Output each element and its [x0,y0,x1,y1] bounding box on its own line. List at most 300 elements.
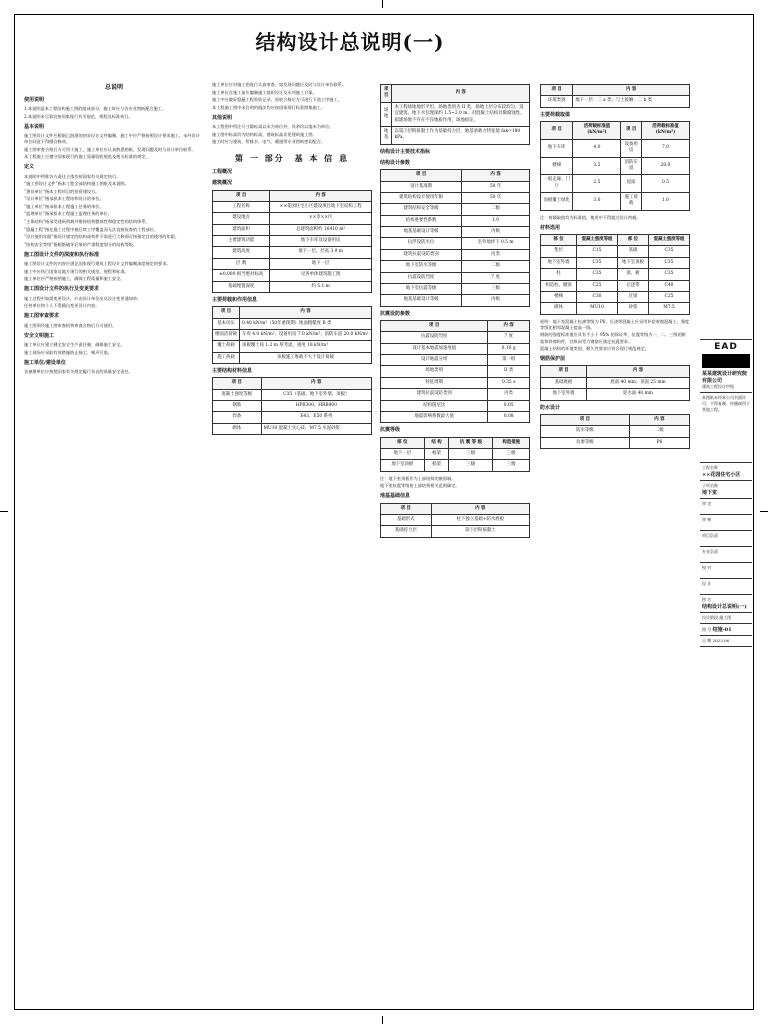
table-row [213,389,372,400]
table-cell: 施工荷载 [621,193,642,211]
table-row [541,377,690,388]
subproject-name: 地下室 [702,490,718,496]
table-header-row [541,366,690,377]
table-cell: 结构重要性系数 [381,215,462,226]
paragraph: 施工中应做好隐蔽工程验收记录，验收合格后方可进行下道工序施工。 [212,97,342,103]
table-cell: 建筑面积 [213,224,270,235]
table-cell: E43、E50 系列 [261,412,371,423]
table-header-cell: 内 容 [587,366,690,377]
table-row [381,377,530,388]
section-paragraph: 本说明中所称各方责任主体均按国家有关规定执行。 [24,173,121,179]
param-title: 结构设计主要技术指标 [380,148,431,155]
table-row [541,257,690,268]
table-cell: 0.10 g [488,343,530,354]
section-paragraph: 施工图审查合格后方可用于施工，施工单位应认真熟悉图纸，发现问题及时与设计单位联系。 [24,146,196,152]
table-cell: 层 数 [213,258,270,269]
table-header-row [213,307,372,318]
table-header-row [381,85,530,103]
number-label: 图 号 [702,627,712,632]
company-logo: EAD [714,342,738,352]
table-header-row [541,122,690,140]
table-cell: 抗渗等级 [541,437,630,448]
table-row [381,514,530,525]
table-cell: 环境类别 [541,96,573,107]
table-cell: 地下室抗震等级 [381,283,462,294]
table-row [381,192,530,203]
site-table [380,84,530,145]
basic-table [212,190,372,293]
section-paragraph: 1.本说明是本工程结构施工图的组成部分，施工时应与各专业图纸配合施工。 [24,105,167,111]
tb-note: 本图纸未经本公司书面许可，不得复制、传播或用于其他工程。 [700,393,752,463]
table-cell: ±0.000 相当绝对标高 [213,270,270,281]
table-header-row [541,235,690,246]
date-label: 日 期 [702,638,712,643]
table-row [381,126,530,144]
table-cell: 设计基准期 [381,181,462,192]
load-note: 注：荷载取值均为标准值，使用中不得超过设计荷载。 [540,214,641,220]
table-header-row [381,320,530,331]
table-cell: 覆土荷载 [213,341,240,352]
seismic-note [380,476,530,490]
env-table [540,84,690,108]
table-cell: 三级 [493,460,530,471]
table-header-cell: 结 构 [424,437,449,448]
table-header-row [381,437,530,448]
table-row [381,181,530,192]
table-cell: 消防车道 [621,157,642,175]
table-cell: 50 年 [462,181,530,192]
cover-table [540,365,690,400]
table-header-cell: 混凝土强度等级 [648,235,689,246]
table-header-row [541,414,690,425]
table-cell: 基础底板 [541,377,587,388]
table-cell: 抗浮设防水位 [381,238,462,249]
basic-table-title: 建筑概况 [212,180,233,187]
table-row [381,526,530,537]
table-cell: 柱 [541,269,577,280]
intro-text [212,82,372,111]
table-cell: 二级 [462,204,530,215]
table-cell: 底面 40 mm；顶面 25 mm [587,377,690,388]
table-cell: 地下车库 [541,139,573,157]
section-heading: 定义 [24,164,35,171]
section-paragraph: 施工现场应采取有效措施防止扬尘、噪声污染。 [24,349,112,355]
table-row [541,193,690,211]
table-cell: 0.5 [641,175,689,193]
table-cell: 工程名称 [213,201,270,212]
table-cell: 地下室顶板 [381,460,425,471]
material-notes [540,319,690,352]
section-paragraph: 施工单位应建立健全安全生产责任制，确保施工安全。 [24,342,125,347]
table-row [381,343,530,354]
table-cell: 丙级 [462,227,530,238]
table-cell: 基础埋置深度 [213,281,270,292]
table-header-cell: 部 位 [381,437,425,448]
table-header-row [381,170,530,181]
table-row [381,295,530,306]
table-header-cell: 内 容 [261,378,371,389]
table-cell: 三级 [449,460,493,471]
section-heading: 施工单位/建设单位 [24,359,66,366]
tb-blank [700,40,752,340]
tb-stage [700,613,752,624]
stage-label: 设计阶段 [702,615,718,620]
table-cell: 设计基本地震加速度值 [381,343,488,354]
material-info-table [212,377,372,435]
table-cell: MU10 混凝土实心砖，M7.5 水泥砂浆 [261,423,371,434]
table-header-row [381,503,530,514]
table-row [381,460,530,471]
table-cell: 地基基础设计等级 [381,295,462,306]
table-header-cell: 混凝土强度等级 [576,235,617,246]
table-cell: 构造柱、圈梁 [541,280,577,291]
table-row [213,247,372,258]
table-header-cell: 项 目 [621,122,642,140]
section-paragraph: 本工程施工应遵守国家现行的施工质量验收规范及相关标准的规定。 [24,154,150,160]
table-cell: 地下一层，层高 3.9 m [270,247,372,258]
table-header-cell: 部 位 [541,235,577,246]
table-cell: 1.0 [641,193,689,211]
paragraph: 混凝土结构的环境类别、耐久性要求应符合现行规范规定。 [540,346,649,352]
table-cell: C35 [576,269,617,280]
table-cell: 地下室外墙 [541,389,587,400]
table-row [213,213,372,224]
table-row [213,258,372,269]
table-row [541,303,690,314]
role-cell: 审 核 [700,515,752,531]
table-cell: 三级 [462,283,530,294]
table-cell: 4.0 [573,139,621,157]
table-cell: 地基 [381,126,392,144]
table-cell: 框架 [424,448,449,459]
section-paragraph: “隐蔽工程”指在施工过程中被后续工序覆盖而无法直接检查的工程部位。 [24,226,159,232]
table-cell: C35（基础、地下室外墙、顶板） [261,389,371,400]
table-cell: 2.5 [573,175,621,193]
table-row [381,389,530,400]
table-cell: 结构阻尼比 [381,400,488,411]
table-row [213,201,372,212]
table-cell: 柱下独立基础+防水底板 [431,514,530,525]
table-cell: II 类 [488,366,530,377]
number-value: 结施-01 [712,627,732,633]
table-cell: 梁、板 [618,269,649,280]
part-title: 第 一 部分 基 本 信 息 [235,153,349,164]
table-cell: 建筑抗震设防类别 [381,249,462,260]
tb-drawing [700,595,752,613]
table-cell: 基础 [618,246,649,257]
table-cell: ××花园住宅小区建设项目地下室结构工程 [270,201,372,212]
material-select-title: 材料选用 [540,224,561,231]
table-cell: 顶板覆土按 1.2 m 厚考虑，重度 18 kN/m³ [240,341,372,352]
table-row [541,269,690,280]
table-cell: C35 [576,257,617,268]
table-cell: C35 [648,257,689,268]
foundation-title: 地基基础信息 [380,493,411,500]
material-table-title: 主要结构材料信息 [212,368,253,374]
table-cell: 施工荷载 [213,352,240,363]
section-paragraph: 各参建单位应按照国家有关规定履行各自的质量安全责任。 [24,368,133,374]
table-row [541,389,690,400]
table-row [541,280,690,291]
table-header-row [541,85,690,96]
table-cell: C35 [648,246,689,257]
section-heading: 安全文明施工 [24,332,55,339]
table-row [381,238,530,249]
load-info-table [212,306,372,364]
table-row [381,366,530,377]
table-row [381,102,530,126]
company-bar [702,354,750,368]
table-cell: 50 年 [462,192,530,203]
table-cell: 设备用房 [621,139,642,157]
table-header-cell: 内 容 [392,85,530,103]
table-header-cell: 构造措施 [493,437,530,448]
table-row [381,332,530,343]
table-cell: 建设地点 [213,213,270,224]
table-header-cell: 项 目 [541,85,573,96]
table-cell: 顶板施工堆载不大于设计荷载 [240,352,372,363]
section-heading: 使用说明 [24,96,45,103]
table-cell: 以第③层粉质黏土作为基础持力层，地基承载力特征值 fak=180 kPa。 [392,126,530,144]
table-header-cell: 项 目 [541,414,630,425]
table-cell: 设计地震分组 [381,355,488,366]
section-heading: 施工图设计文件的深度和执行标准 [24,251,100,258]
table-cell: 地基基础设计等级 [381,227,462,238]
center-mark-left [0,511,8,512]
table-cell: 基础持力层 [381,526,432,537]
table-cell: M7.5 [648,303,689,314]
table-header-cell: 活荷载标准值 (kN/m²) [573,122,621,140]
table-row [541,437,690,448]
table-header-cell: 项 目 [541,122,573,140]
table-cell: C35 [648,269,689,280]
table-row [381,400,530,411]
drawing-name: 结构设计总说明(一) [702,604,747,610]
table-cell: 7.0 [641,139,689,157]
table-header-cell: 活荷载标准值 (kN/m²) [641,122,689,140]
table-header-cell: 项 目 [213,307,240,318]
section-paragraph: “建设单位”指本工程项目的投资建设方。 [24,188,100,194]
section-paragraph: 任何单位和个人不得擅自变更设计内容。 [24,303,100,309]
table-cell: 基础形式 [381,514,432,525]
tb-date [700,636,752,647]
section-paragraph: “设计使用年限”指设计规定的结构或构件不需进行大修即可按预定目的使用的年限。 [24,234,180,240]
table-cell: 防水等级 [541,426,630,437]
table-cell: 总建筑面积约 16410 m² [270,224,372,235]
table-header-cell: 项 目 [213,378,262,389]
table-header-cell: 项 目 [381,170,462,181]
sheet-title: 结构设计总说明(一) [255,30,445,54]
section-paragraph: 本工程图中所注尺寸除标高以米为单位外，其余均以毫米为单位。 [212,124,334,130]
table-cell: 垫层 [541,246,577,257]
table-cell: 框架 [424,460,449,471]
section-paragraph: 施工中应执行国家及地方现行的相关规范、规程和标准。 [24,268,129,274]
role-cell: 设 计 [700,579,752,595]
table-cell: 建筑抗震设防类别 [381,389,488,400]
section-paragraph: 施工图设计文件应根据已批准的初步设计文件编制，施工中应严格按照设计要求施工，未经设计单位同意不得擅自修改。 [24,132,200,144]
table-header-row [213,378,372,389]
table-header-cell: 部 位 [618,235,649,246]
table-cell: 三级 [449,448,493,459]
param-table [380,169,530,307]
table-row [541,246,690,257]
table-row [381,355,530,366]
stage-value: 施工图 [719,615,732,620]
company-cert: 建筑工程设计甲级 [702,384,734,389]
role-cell: 专业负责 [700,547,752,563]
table-header-cell: 抗 震 等 级 [449,437,493,448]
tb-company-cell [700,340,752,393]
table-header-cell: 项 目 [381,320,488,331]
table-row [213,224,372,235]
table-cell: 地下室防水等级 [381,261,462,272]
table-row [541,139,690,157]
table-cell: 第一组 [488,355,530,366]
table-cell: 顶板覆土绿化 [541,193,573,211]
live-load-table [540,121,690,211]
table-row [381,204,530,215]
tb-roles [700,499,752,595]
table-cell: 室外地坪下 0.5 m [462,238,530,249]
param-subtitle: 结构设计参数 [380,159,411,166]
table-cell: MU10 [576,303,617,314]
table-cell: 一般走廊、门厅 [541,175,573,193]
role-cell: 审 定 [700,499,752,515]
table-row [381,249,530,260]
seismic-grade-title: 抗震等级 [380,427,401,434]
table-cell: C25 [576,280,617,291]
table-row [381,227,530,238]
section-paragraph: 施工图设计文件的内容应满足国家现行建筑工程设计文件编制深度规定的要求。 [24,261,171,267]
section-paragraph: “主体结构”指承受建筑荷载并维持结构整体性和稳定性的结构体系。 [24,219,150,225]
general-sections [24,97,204,375]
table-header-row [213,190,372,201]
table-cell: 三级 [493,448,530,459]
table-cell: 7 度 [462,272,530,283]
project-name: ××花园住宅小区 [702,472,741,478]
table-cell: 过梁 [618,291,649,302]
table-cell: 地下室外墙 [541,257,577,268]
table-cell: C30 [576,291,617,302]
section-heading: 施工图设计文件的执行及变更要求 [24,286,100,293]
center-mark-right [760,511,768,512]
table-cell: 抗震设防烈度 [381,272,462,283]
table-cell: 砂浆 [618,303,649,314]
table-cell: 丙类 [462,249,530,260]
section-paragraph: 施工时应与建筑、给排水、电气、暖通等专业图纸密切配合。 [212,139,326,145]
table-row [213,423,372,434]
table-cell: 地下一层 [381,448,425,459]
section-paragraph: “设计单位”指承担本工程结构设计的单位。 [24,196,104,202]
table-header-cell: 项 目 [213,190,270,201]
subproject-label: 子项名称 [702,483,718,488]
section-paragraph: “结构安全等级”指根据破坏后果的严重程度划分的结构等级。 [24,241,138,247]
section-paragraph: “施工单位”指承担本工程施工任务的单位。 [24,203,104,209]
waterproof-title: 防水设计 [540,404,561,411]
table-row [213,270,372,281]
table-header-cell: 内 容 [488,320,530,331]
waterproof-table [540,414,690,449]
column-design-params [380,82,530,542]
column-loads-materials [540,82,690,453]
table-cell: 楼梯 [541,157,573,175]
table-cell: 地下室顶板 [618,257,649,268]
table-cell: 约 5.1 m [270,281,372,292]
seismic-grade-table [380,437,530,472]
seismic-table [380,320,530,423]
table-cell: 砌体 [213,423,262,434]
table-row [213,236,372,247]
table-cell: ××市××区 [270,213,372,224]
table-cell: 地下一层 [270,258,372,269]
table-cell: 本工程场地地形平坦，场地类别为 II 类，场地土层分布较均匀，适宜建筑。地下水位埋深约 1.5~2.0 m，对混凝土结构具微腐蚀性。拟建场地不存在不良地质作用，场地稳定。 [392,102,530,126]
table-cell: 建筑高度 [213,247,270,258]
table-header-cell: 内 容 [270,190,372,201]
project-label: 工程名称 [702,465,718,470]
section-heading: 施工图审查要求 [24,313,60,320]
table-row [381,448,530,459]
table-row [213,318,372,329]
paragraph: 地下室抗震等级按上部结构相关范围确定。 [380,483,460,489]
table-header-cell: 项 目 [541,366,587,377]
date-value: 2023.06 [712,638,730,643]
table-header-cell: 项 目 [381,503,432,514]
tb-number [700,624,752,636]
table-cell: 建筑结构安全等级 [381,204,462,215]
paragraph: 说明：地下室混凝土抗渗等级为 P6，后浇带混凝土应采用补偿收缩混凝土，强度等级比相邻混凝土提高一级。 [540,318,690,330]
table-header-cell: 内 容 [573,85,690,96]
table-cell: 第③层粉质黏土 [431,526,530,537]
paragraph: 钢筋的强度标准值应具有不小于 95% 的保证率，抗震等级为一、二、三级的框架和斜撑构件，其纵向受力钢筋应满足抗震要求。 [540,332,686,344]
table-cell: 焊条 [213,412,262,423]
table-cell: 地震影响系数最大值 [381,411,488,422]
table-row [541,175,690,193]
table-cell: 混凝土强度等级 [213,389,262,400]
table-row [213,281,372,292]
paragraph: 本工程施工图中未注明的做法均应按国家现行标准图集施工。 [212,104,326,110]
table-cell: P6 [629,437,689,448]
overview-heading: 工程概况 [212,169,233,175]
role-cell: 校 对 [700,563,752,579]
table-cell: 抗震设防烈度 [381,332,488,343]
table-cell: 丙类 [488,389,530,400]
table-cell: 迎水面 40 mm [587,389,690,400]
table-cell: 场地类别 [381,366,488,377]
table-row [213,401,372,412]
tb-project [700,463,752,481]
table-row [381,411,530,422]
center-mark-top [382,0,383,8]
table-header-cell: 内 容 [462,170,530,181]
table-row [381,261,530,272]
foundation-table [380,503,530,538]
table-cell: 砌体 [541,303,577,314]
table-cell: 见各单体建筑施工图 [270,270,372,281]
section-paragraph: 施工图须经施工图审查机构审查合格后方可使用。 [24,322,117,328]
table-cell: 3.0 [573,193,621,211]
seismic-title: 抗震设防参数 [380,310,411,317]
table-cell: 20.0 [641,157,689,175]
table-cell: 后浇带 [618,280,649,291]
table-row [213,329,372,340]
table-row [381,283,530,294]
table-cell: 地下车库及设备用房 [270,236,372,247]
table-cell: 基本风压 [213,318,240,329]
drawing-label: 图 名 [702,597,712,602]
table-cell: 3.5 [573,157,621,175]
table-cell: 0.08 [488,411,530,422]
table-cell: 建筑结构设计使用年限 [381,192,462,203]
